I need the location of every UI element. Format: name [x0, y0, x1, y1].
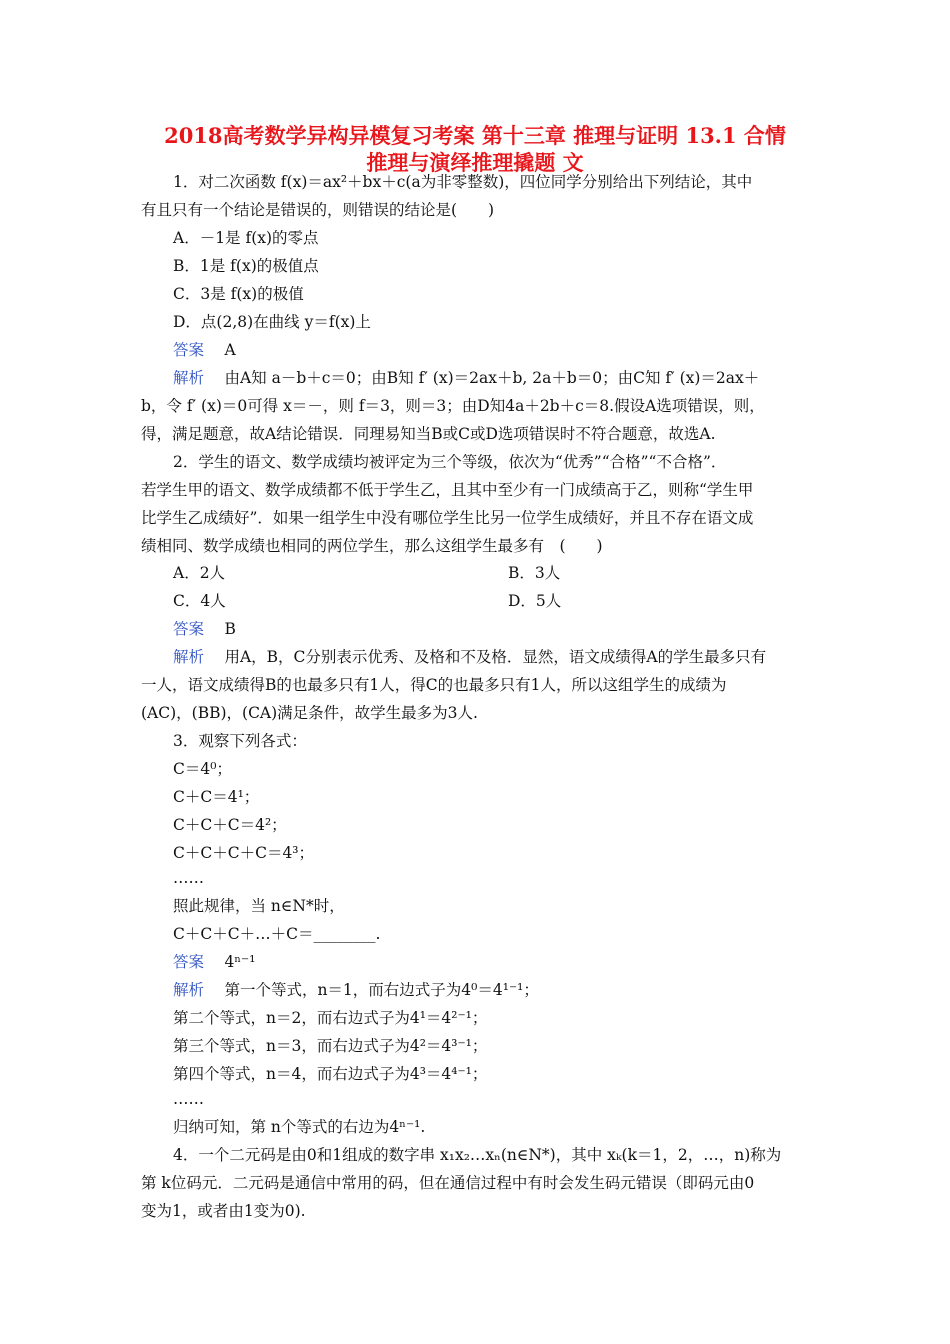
q2-answer [173, 619, 236, 639]
q3-blank: C＋C＋C＋…＋C＝________. [173, 925, 381, 943]
q4-stem-line-3: 变为1，或者由1变为0). [141, 1202, 306, 1220]
q1-stem-line-1: 1．对二次函数 f(x)＝ax²＋bx＋c(a为非零整数)，四位同学分别给出下列结论，其中 [173, 173, 753, 191]
q3-stem: 3．观察下列各式： [173, 732, 307, 750]
q2-stem-line-3: 比学生乙成绩好”．如果一组学生中没有哪位学生比另一位学生成绩好，并且不存在语文成 [141, 509, 754, 527]
q3-answer-value: 4ⁿ⁻¹ [224, 953, 256, 971]
q2-option-d: D．5人 [508, 592, 562, 610]
q1-analysis-line-2: b，令 f′ (x)＝0可得 x＝－，则 f＝3，则＝3；由D知4a＋2b＋c＝8.假设A选项错误，则， [141, 397, 765, 415]
answer-label: 答案 [173, 620, 205, 638]
q2-option-b: B．3人 [508, 564, 561, 582]
q3-analysis-line-4: 第四个等式，n＝4，而右边式子为4³＝4⁴⁻¹； [173, 1065, 488, 1083]
q2-stem-line-4: 绩相同、数学成绩也相同的两位学生，那么这组学生最多有 ( ) [141, 537, 603, 555]
q4-stem-line-1: 4．一个二元码是由0和1组成的数字串 x₁x₂…xₙ(n∈N*)，其中 xₖ(k＝1，2，…，n)称为 [173, 1146, 782, 1164]
q3-formula-4: C＋C＋C＋C＝4³； [173, 844, 315, 862]
analysis-label: 解析 [173, 981, 205, 999]
q1-analysis-text-1: 由A知 a－b＋c＝0；由B知 f′ (x)＝2ax＋b, 2a＋b＝0；由C知 f′ (x)＝2ax＋ [224, 369, 760, 387]
q2-option-c: C．4人 [173, 592, 226, 610]
q1-option-c: C．3是 f(x)的极值 [173, 285, 304, 303]
q2-analysis-text-1: 用A，B，C分别表示优秀、及格和不及格．显然，语文成绩得A的学生最多只有 [224, 648, 767, 666]
q4-stem-line-2: 第 k位码元．二元码是通信中常用的码，但在通信过程中有时会发生码元错误（即码元由0 [141, 1174, 755, 1192]
analysis-label: 解析 [173, 369, 205, 387]
q3-formula-3: C＋C＋C＝4²； [173, 816, 287, 834]
title-line-1: 2018高考数学异构异模复习考案 第十三章 推理与证明 13.1 合情 [164, 123, 786, 148]
q1-answer-value: A [224, 341, 236, 359]
q3-analysis-ellipsis: …… [173, 1090, 204, 1108]
q1-analysis-line-3: 得，满足题意，故A结论错误．同理易知当B或C或D选项错误时不符合题意，故选A. [141, 425, 716, 443]
q3-answer [173, 952, 255, 972]
q2-analysis-line-1 [173, 647, 766, 667]
q3-analysis-line-2: 第二个等式，n＝2，而右边式子为4¹＝4²⁻¹； [173, 1009, 488, 1027]
q3-analysis-text-1: 第一个等式，n＝1，而右边式子为4⁰＝4¹⁻¹； [224, 981, 539, 999]
q1-option-b: B．1是 f(x)的极值点 [173, 257, 319, 275]
q3-formula-1: C＝4⁰； [173, 760, 232, 778]
analysis-label: 解析 [173, 648, 205, 666]
q1-option-d: D．点(2,8)在曲线 y＝f(x)上 [173, 313, 371, 331]
q1-answer [173, 340, 236, 360]
q1-analysis-line-1 [173, 368, 759, 388]
q3-ellipsis: …… [173, 869, 204, 887]
q2-answer-value: B [224, 620, 236, 638]
q1-stem-line-2: 有且只有一个结论是错误的，则错误的结论是( ) [141, 201, 495, 219]
q3-formula-2: C＋C＝4¹； [173, 788, 260, 806]
q1-option-a: A．－1是 f(x)的零点 [173, 229, 319, 247]
document-title [110, 122, 840, 176]
q3-conclusion: 归纳可知，第 n个等式的右边为4ⁿ⁻¹. [173, 1118, 426, 1136]
q3-analysis-line-3: 第三个等式，n＝3，而右边式子为4²＝4³⁻¹； [173, 1037, 488, 1055]
q2-option-a: A．2人 [173, 564, 226, 582]
q2-stem-line-1: 2．学生的语文、数学成绩均被评定为三个等级，依次为“优秀”“合格”“不合格”． [173, 453, 727, 471]
q3-rule: 照此规律，当 n∈N*时， [173, 897, 345, 915]
q2-analysis-line-2: 一人，语文成绩得B的也最多只有1人，得C的也最多只有1人，所以这组学生的成绩为 [141, 676, 727, 694]
q2-analysis-line-3: (AC)，(BB)，(CA)满足条件，故学生最多为3人. [141, 704, 478, 722]
q3-analysis-line-1 [173, 980, 539, 1000]
q2-stem-line-2: 若学生甲的语文、数学成绩都不低于学生乙，且其中至少有一门成绩高于乙，则称“学生甲 [141, 481, 754, 499]
answer-label: 答案 [173, 953, 205, 971]
title-line-2: 推理与演绎推理撬题 文 [366, 150, 584, 175]
answer-label: 答案 [173, 341, 205, 359]
